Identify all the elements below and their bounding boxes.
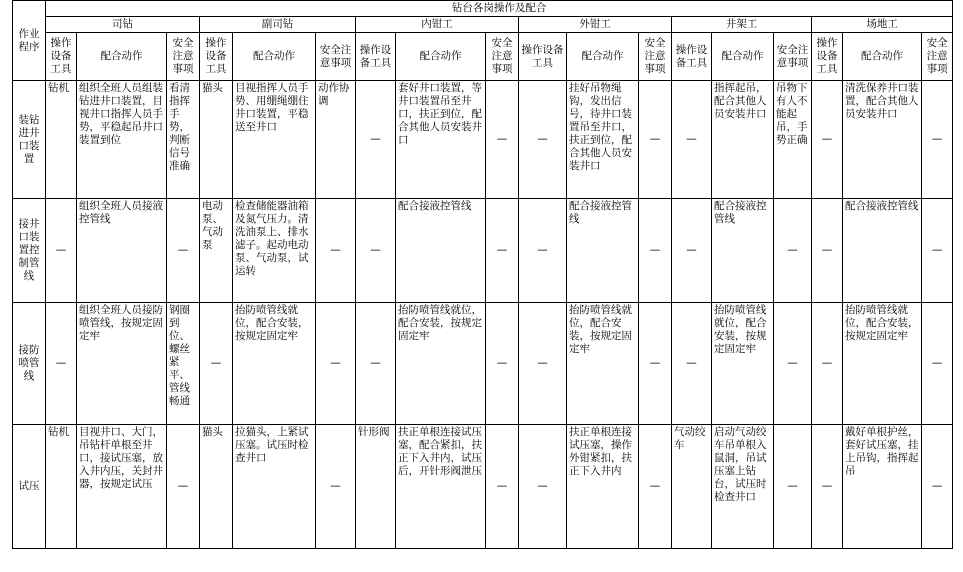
- cell-tool: —: [356, 81, 396, 199]
- cell-safety: —: [639, 81, 672, 199]
- cell-tool: —: [356, 199, 396, 303]
- cell-tool: —: [672, 199, 712, 303]
- cell-safety: 动作协调: [316, 81, 356, 199]
- row-label: 装钻进井口装置: [13, 81, 46, 199]
- cell-safety: 吊物下有人不能起吊，手势正确: [774, 81, 812, 199]
- cell-safety: —: [639, 199, 672, 303]
- subheader-tool: 操作设备工具: [356, 33, 396, 81]
- cell-tool: —: [200, 303, 233, 425]
- cell-tool: —: [519, 199, 567, 303]
- cell-action: 抬防喷管线就位，配合安装，按规定固定牢: [233, 303, 316, 425]
- cell-action: 挂好吊物绳钩，发出信号，待井口装置吊至井口，扶正到位，配合其他人员安装井口: [567, 81, 639, 199]
- cell-action: 抬防喷管线就位，配合安装，按规定固定牢: [396, 303, 486, 425]
- row-label: 接井口装置控制管线: [13, 199, 46, 303]
- subheader-tool: 操作设备工具: [812, 33, 843, 81]
- cell-action: 配合接液控管线: [843, 199, 922, 303]
- cell-action: 组织全班人员组装钻进井口装置，目视井口指挥人员手势，平稳起吊井口装置到位: [77, 81, 167, 199]
- cell-action: 检查储能器油箱及氮气压力。清洗油泵上、排水滤子。起动电动泵、气动泵，试运转: [233, 199, 316, 303]
- cell-tool: —: [812, 303, 843, 425]
- cell-tool: —: [519, 303, 567, 425]
- role-header: 内钳工: [356, 17, 519, 33]
- cell-action: 扶正单根连接试压塞，配合紧扣，扶正下入井内，试压后，开针形阀泄压: [396, 425, 486, 549]
- cell-action: 组织全班人员接液控管线: [77, 199, 167, 303]
- cell-action: 抬防喷管线就位，配合安装，按规定固定牢: [843, 303, 922, 425]
- cell-safety: —: [774, 425, 812, 549]
- subheader-tool: 操作设备工具: [46, 33, 77, 81]
- role-header: 井架工: [672, 17, 812, 33]
- subheader-tool: 操作设备工具: [519, 33, 567, 81]
- subheader-safety: 安全注意事项: [486, 33, 519, 81]
- cell-safety: —: [486, 425, 519, 549]
- subheader-action: 配合动作: [843, 33, 922, 81]
- subheader-tool: 操作设备工具: [672, 33, 712, 81]
- cell-tool: 电动泵、气动泵: [200, 199, 233, 303]
- cell-tool: 针形阀: [356, 425, 396, 549]
- subheader-action: 配合动作: [712, 33, 774, 81]
- cell-action: 配合接液控管线: [712, 199, 774, 303]
- header-main: 钻台各岗操作及配合: [46, 1, 953, 17]
- cell-action: 戴好单根护丝，套好试压塞，挂上吊钩，指挥起吊: [843, 425, 922, 549]
- cell-tool: —: [672, 303, 712, 425]
- cell-tool: —: [812, 425, 843, 549]
- subheader-safety: 安全注意事项: [774, 33, 812, 81]
- cell-safety: —: [922, 81, 953, 199]
- subheader-action: 配合动作: [233, 33, 316, 81]
- cell-safety: —: [316, 303, 356, 425]
- cell-tool: 钻机: [46, 425, 77, 549]
- subheader-safety: 安全注意事项: [316, 33, 356, 81]
- cell-action: 配合接液控管线: [396, 199, 486, 303]
- cell-action: 拉猫头，上紧试压塞。试压时检查井口: [233, 425, 316, 549]
- cell-safety: —: [316, 425, 356, 549]
- cell-safety: 钢圈到位、螺丝紧平、管线畅通: [167, 303, 200, 425]
- cell-tool: 气动绞车: [672, 425, 712, 549]
- cell-tool: —: [519, 81, 567, 199]
- role-header: 外钳工: [519, 17, 672, 33]
- header-procedure: 作业程序: [13, 1, 46, 81]
- cell-safety: —: [922, 303, 953, 425]
- subheader-safety: 安全注意事项: [922, 33, 953, 81]
- cell-tool: 钻机: [46, 81, 77, 199]
- subheader-action: 配合动作: [567, 33, 639, 81]
- cell-safety: —: [486, 303, 519, 425]
- cell-action: 抬防喷管线就位，配合安装，按规定固定牢: [567, 303, 639, 425]
- cell-safety: —: [922, 199, 953, 303]
- cell-safety: —: [774, 303, 812, 425]
- cell-safety: —: [167, 199, 200, 303]
- cell-safety: 看清指挥手势，判断信号准确: [167, 81, 200, 199]
- row-label: 试压: [13, 425, 46, 549]
- cell-safety: —: [486, 81, 519, 199]
- cell-safety: —: [639, 425, 672, 549]
- cell-action: 套好井口装置，等井口装置吊至井口，扶正到位，配合其他人员安装井口: [396, 81, 486, 199]
- cell-tool: —: [672, 81, 712, 199]
- role-header: 场地工: [812, 17, 953, 33]
- role-header: 副司钻: [200, 17, 356, 33]
- subheader-action: 配合动作: [396, 33, 486, 81]
- cell-action: 组织全班人员接防喷管线，按规定固定牢: [77, 303, 167, 425]
- cell-safety: —: [486, 199, 519, 303]
- cell-safety: —: [167, 425, 200, 549]
- cell-tool: 猫头: [200, 81, 233, 199]
- cell-action: 指挥起吊，配合其他人员安装井口: [712, 81, 774, 199]
- cell-tool: 猫头: [200, 425, 233, 549]
- cell-safety: —: [316, 199, 356, 303]
- cell-tool: —: [46, 303, 77, 425]
- cell-safety: —: [774, 199, 812, 303]
- cell-safety: —: [639, 303, 672, 425]
- cell-tool: —: [46, 199, 77, 303]
- cell-tool: —: [812, 199, 843, 303]
- cell-action: 目视指挥人员手势、用绷绳绷住井口装置，平稳送至井口: [233, 81, 316, 199]
- cell-tool: —: [519, 425, 567, 549]
- cell-action: 抬防喷管线就位，配合安装，按规定固定牢: [712, 303, 774, 425]
- subheader-safety: 安全注意事项: [639, 33, 672, 81]
- subheader-safety: 安全注意事项: [167, 33, 200, 81]
- cell-action: 扶正单根连接试压塞，操作外钳紧扣，扶正下入井内: [567, 425, 639, 549]
- cell-tool: —: [812, 81, 843, 199]
- subheader-action: 配合动作: [77, 33, 167, 81]
- cell-tool: —: [356, 303, 396, 425]
- cell-safety: —: [922, 425, 953, 549]
- cell-action: 清洗保养井口装置，配合其他人员安装井口: [843, 81, 922, 199]
- subheader-tool: 操作设备工具: [200, 33, 233, 81]
- cell-action: 目视井口、大门，吊钻杆单根至井口，接试压塞，放入井内压，关封井器，按规定试压: [77, 425, 167, 549]
- cell-action: 配合接液控管线: [567, 199, 639, 303]
- role-header: 司钻: [46, 17, 200, 33]
- operations-table: [12, 0, 953, 549]
- row-label: 接防喷管线: [13, 303, 46, 425]
- cell-action: 启动气动绞车吊单根入鼠洞，吊试压塞上钻台，试压时检查井口: [712, 425, 774, 549]
